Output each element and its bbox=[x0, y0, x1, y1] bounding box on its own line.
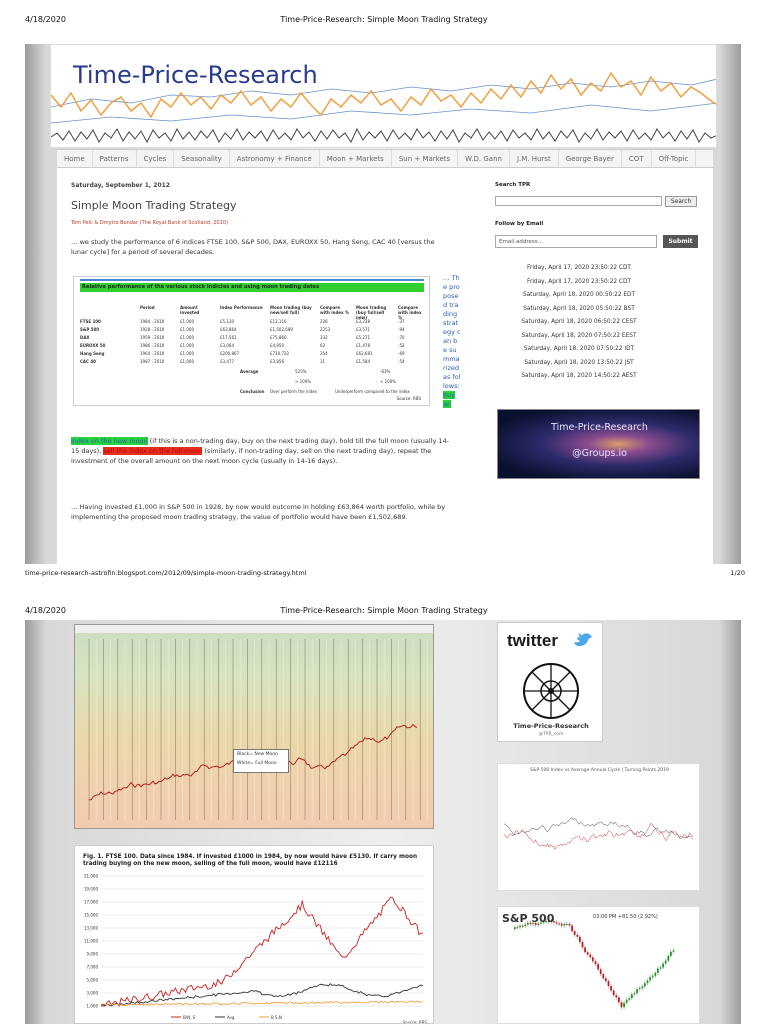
candle bbox=[584, 947, 586, 952]
candle bbox=[660, 967, 662, 968]
table-cell: £1,502,689 bbox=[270, 327, 293, 332]
chart-source: Source: RBS bbox=[402, 1020, 427, 1024]
table-cell: 11 bbox=[320, 359, 326, 364]
y-tick-label: 15,000 bbox=[84, 912, 98, 918]
moon-chart-legend bbox=[233, 749, 289, 773]
table-cell: 2253 bbox=[320, 327, 331, 332]
table-cell: £3,856 bbox=[270, 359, 284, 364]
follow-heading: Follow by Email bbox=[495, 221, 544, 227]
sp500-daily-chart[interactable] bbox=[497, 906, 700, 1024]
candle bbox=[673, 950, 675, 951]
search-heading: Search TPR bbox=[495, 182, 531, 188]
table-cell: 332 bbox=[320, 335, 328, 340]
candle bbox=[639, 988, 641, 989]
candle bbox=[654, 973, 656, 976]
table-cell: £12,116 bbox=[270, 319, 287, 324]
paragraph-text: (if this is a non-trading day, buy on the next trading day), hold till the full moon (usually 14-15 days), bbox=[71, 437, 450, 455]
table-cell: £1,478 bbox=[356, 343, 370, 348]
side-wrapped-text bbox=[443, 274, 461, 409]
sp-cycle-line bbox=[504, 823, 693, 849]
ftse-chart-svg bbox=[75, 846, 434, 1024]
groups-line-2: @Groups.io bbox=[572, 448, 627, 459]
side-text-green: buy an bbox=[443, 391, 456, 408]
candle bbox=[623, 1003, 625, 1007]
tab-gann[interactable]: W.D. Gann bbox=[458, 150, 510, 167]
table-source: Source: RBS bbox=[396, 396, 421, 401]
tab-cycles[interactable]: Cycles bbox=[137, 150, 175, 167]
search-input[interactable] bbox=[495, 196, 662, 206]
table-header: Compare with index % bbox=[398, 305, 422, 320]
candle bbox=[597, 964, 599, 969]
table-cell: 236 bbox=[320, 319, 328, 324]
nav-bar bbox=[57, 149, 713, 168]
highlight-sell: sell the index on the full moon bbox=[103, 447, 203, 455]
candle bbox=[615, 995, 617, 997]
highlight-buy: index on the new moon bbox=[71, 437, 148, 445]
moon-chart-svg bbox=[75, 625, 434, 829]
candle bbox=[602, 974, 604, 978]
legend-full-moon: White= Full Moon bbox=[237, 761, 277, 766]
candle bbox=[618, 997, 620, 1002]
candle bbox=[517, 927, 519, 928]
table-row bbox=[80, 359, 424, 367]
candle bbox=[652, 976, 654, 977]
legend-label: Avg bbox=[227, 1015, 235, 1020]
sidebar bbox=[495, 182, 701, 459]
search-button[interactable]: Search bbox=[665, 196, 697, 207]
clock-line: Saturday, April 18, 2020 00:50:22 EDT bbox=[522, 292, 636, 298]
table-row bbox=[80, 319, 424, 327]
candle bbox=[670, 952, 672, 956]
threshold-value: < 100% bbox=[380, 379, 397, 384]
threshold-row bbox=[80, 379, 424, 387]
series-red bbox=[101, 897, 423, 1006]
table-header: Index Performance bbox=[220, 305, 263, 310]
candle bbox=[571, 925, 573, 931]
table-cell: £1,000 bbox=[180, 319, 194, 324]
conclusion-label: Conclusion bbox=[240, 389, 265, 394]
table-cell: S&P 500 bbox=[80, 327, 100, 332]
search-row bbox=[495, 196, 701, 207]
candle bbox=[610, 986, 612, 990]
tab-cot[interactable]: COT bbox=[622, 150, 652, 167]
print-date: 4/18/2020 bbox=[25, 606, 67, 615]
post-intro: … we study the performance of 6 indices FTSE 100, S&P 500, DAX, EUROXX 50, Hang Seng, CAC 40 [versus the lunar cycle] for a period of several decades. bbox=[71, 238, 435, 256]
sp-index-line bbox=[504, 818, 693, 839]
candle bbox=[636, 989, 638, 993]
conclusion-row bbox=[80, 389, 424, 397]
tab-off-topic[interactable]: Off-Topic bbox=[652, 150, 697, 167]
candle bbox=[634, 993, 636, 994]
candle bbox=[605, 978, 607, 981]
blog-header bbox=[50, 44, 717, 148]
candle bbox=[579, 937, 581, 942]
table-cell: £3,477 bbox=[220, 359, 234, 364]
clock-line: Saturday, April 18, 2020 13:50:22 JST bbox=[524, 359, 634, 366]
candle bbox=[576, 935, 578, 937]
candle bbox=[662, 964, 664, 968]
table-cell: £1,000 bbox=[180, 351, 194, 356]
candle bbox=[649, 977, 651, 980]
y-tick-label: 9,000 bbox=[86, 951, 98, 957]
candle bbox=[556, 922, 558, 923]
result-paragraph: … Having invested £1,000 in S&P 500 in 1928, by now would outcome in holding £63,864 worth portfolio, while by implementing the proposed moon trading strategy, the value of portfolio would have been £1,502,689. bbox=[71, 503, 446, 521]
sp-cycle-title: S&P 500 Index vs Average Annual Cycle | Turning Points 2019 bbox=[530, 768, 669, 773]
table-cell: £1,000 bbox=[180, 359, 194, 364]
table-row bbox=[80, 327, 424, 335]
sp-cycle-svg bbox=[498, 764, 701, 892]
candle bbox=[519, 926, 521, 927]
table-cell: EUROXX 50 bbox=[80, 343, 106, 348]
tab-seasonality[interactable]: Seasonality bbox=[174, 150, 229, 167]
tab-moon-markets[interactable]: Moon + Markets bbox=[320, 150, 392, 167]
clock-line: Saturday, April 18, 2020 14:50:22 AEST bbox=[521, 373, 637, 379]
print-title: Time-Price-Research: Simple Moon Trading Strategy bbox=[280, 15, 488, 24]
table-cell: -52 bbox=[398, 343, 405, 348]
table-cell: -37 bbox=[398, 319, 405, 324]
world-clocks bbox=[495, 262, 663, 384]
twitter-name: Time-Price-Research bbox=[513, 722, 589, 730]
twitter-logo-text: twitter bbox=[507, 631, 558, 650]
table-cell: -69 bbox=[398, 351, 405, 356]
clock-line: Friday, April 17, 2020 23:50:22 CDT bbox=[527, 265, 631, 271]
post bbox=[71, 182, 451, 257]
table-cell: FTSE 100 bbox=[80, 319, 101, 324]
candle bbox=[644, 983, 646, 986]
table-cell: £3,571 bbox=[356, 327, 370, 332]
candle bbox=[566, 924, 568, 925]
candle bbox=[569, 924, 571, 926]
table-cell: 254 bbox=[320, 351, 328, 356]
twitter-bird-icon bbox=[498, 623, 604, 723]
y-tick-label: 1,000 bbox=[86, 1003, 98, 1009]
table-cell: £5,130 bbox=[220, 319, 234, 324]
paragraph-text: (similarly, if non-trading day, sell on the next trading day), repeat the investment of the overall amount on the next moon cycle (usually in 14-16 days). bbox=[71, 447, 432, 465]
y-tick-label: 13,000 bbox=[84, 925, 98, 931]
print-url: time-price-research-astrofin.blogspot.com/2012/09/simple-moon-trading-strategy.html bbox=[25, 569, 307, 577]
table-cell: £1,000 bbox=[180, 343, 194, 348]
tab-hurst[interactable]: J.M. Hurst bbox=[510, 150, 559, 167]
average-row bbox=[80, 369, 424, 377]
candle bbox=[589, 955, 591, 958]
y-tick-label: 5,000 bbox=[86, 977, 98, 983]
candle bbox=[626, 1000, 628, 1003]
blog-title[interactable]: Time-Price-Research bbox=[73, 61, 318, 89]
candle bbox=[613, 990, 615, 995]
clock-line: Saturday, April 18, 2020 07:50:22 IDT bbox=[523, 346, 635, 352]
print-date: 4/18/2020 bbox=[25, 15, 67, 24]
table-cell: £5,271 bbox=[356, 335, 370, 340]
chart-topbar bbox=[75, 625, 434, 633]
post-authors[interactable]: Tom Pelc & Dmytro Bondar (The Royal Bank of Scotland, 2010) bbox=[71, 220, 228, 226]
performance-table-image bbox=[73, 276, 430, 406]
groups-io-banner[interactable] bbox=[497, 409, 700, 479]
table-header: Moon trading (buy new/sell full) bbox=[270, 305, 312, 315]
tab-home[interactable]: Home bbox=[57, 150, 93, 167]
table-header: Compare with index % bbox=[320, 305, 349, 315]
table-cell: £200,867 bbox=[220, 351, 240, 356]
conclusion-text: Underperform compared to the index bbox=[335, 389, 410, 394]
print-footer bbox=[25, 569, 745, 577]
table-stripe bbox=[80, 279, 424, 281]
candle bbox=[595, 961, 597, 964]
table-cell: Hang Seng bbox=[80, 351, 105, 356]
table-header: Moon trading (buy full/sell new) bbox=[356, 305, 387, 320]
candle bbox=[667, 956, 669, 961]
table-cell: £75,860 bbox=[270, 335, 287, 340]
sp500-title: S&P 500 bbox=[502, 912, 555, 925]
post-title[interactable]: Simple Moon Trading Strategy bbox=[71, 199, 237, 212]
average-value: -63% bbox=[380, 369, 391, 374]
table-cell: £1,584 bbox=[356, 359, 370, 364]
candle bbox=[514, 927, 516, 929]
candle bbox=[647, 981, 649, 984]
candle bbox=[561, 924, 563, 926]
candle bbox=[563, 924, 565, 926]
legend-label: B S,N bbox=[271, 1015, 282, 1020]
table-row bbox=[80, 335, 424, 343]
table-row bbox=[80, 351, 424, 359]
table-cell: 1959 - 2010 bbox=[140, 335, 165, 340]
candle bbox=[641, 986, 643, 988]
clock-line: Saturday, April 18, 2020 06:50:22 CEST bbox=[521, 319, 637, 325]
ftse-chart-caption: Fig. 1. FTSE 100. Data since 1984. If invested £1000 in 1984, by now would have £5130. If carry moon trading buying on the new moon, selling of the full moon, would have £12116 bbox=[83, 854, 418, 867]
clock-line: Friday, April 17, 2020 23:50:22 CDT bbox=[527, 278, 631, 285]
y-tick-label: 3,000 bbox=[86, 990, 98, 996]
table-cell: £62,681 bbox=[356, 351, 373, 356]
candle bbox=[621, 1002, 623, 1007]
y-tick-label: 7,000 bbox=[86, 964, 98, 970]
print-header bbox=[0, 15, 768, 31]
table-cell: £3,064 bbox=[220, 343, 234, 348]
candle bbox=[657, 969, 659, 973]
table-cell: 1928 - 2010 bbox=[140, 327, 165, 332]
average-label: Average bbox=[240, 369, 259, 374]
average-value: 525% bbox=[295, 369, 307, 374]
table-cell: £63,864 bbox=[220, 327, 237, 332]
candle bbox=[631, 994, 633, 998]
table-header-row bbox=[80, 305, 424, 320]
strategy-paragraph bbox=[71, 436, 451, 466]
y-tick-label: 11,000 bbox=[84, 938, 98, 944]
table-row bbox=[80, 343, 424, 351]
tab-patterns[interactable]: Patterns bbox=[93, 150, 137, 167]
table-cell: 62 bbox=[320, 343, 326, 348]
moon-phase-price-chart bbox=[74, 624, 434, 829]
tab-george-bayer[interactable]: George Bayer bbox=[559, 150, 622, 167]
sp500-annual-cycle-chart[interactable] bbox=[497, 763, 700, 891]
threshold-value: > 100% bbox=[295, 379, 312, 384]
table-cell: -70 bbox=[398, 335, 405, 340]
email-row bbox=[495, 235, 701, 248]
y-tick-label: 21,000 bbox=[84, 873, 98, 879]
series-black bbox=[101, 984, 423, 1006]
y-tick-label: 17,000 bbox=[84, 899, 98, 905]
candle bbox=[587, 952, 589, 954]
twitter-handle[interactable]: @TPR_com bbox=[538, 732, 564, 737]
candle bbox=[574, 931, 576, 935]
tab-sun-markets[interactable]: Sun + Markets bbox=[392, 150, 458, 167]
y-tick-label: 19,000 bbox=[84, 886, 98, 892]
table-cell: 1986 - 2010 bbox=[140, 343, 165, 348]
candle bbox=[628, 998, 630, 1000]
table-cell: £4,950 bbox=[270, 343, 284, 348]
table-header: Period bbox=[140, 305, 155, 310]
table-cell: £17,561 bbox=[220, 335, 237, 340]
tab-astronomy-finance[interactable]: Astronomy + Finance bbox=[230, 150, 320, 167]
table-cell: 1964 - 2010 bbox=[140, 351, 165, 356]
sp500-quote: 03:00 PM +81.50 (2.92%) bbox=[593, 914, 658, 920]
candle bbox=[608, 981, 610, 986]
twitter-widget[interactable] bbox=[497, 622, 603, 742]
groups-line-1: Time-Price-Research bbox=[551, 422, 648, 433]
candle bbox=[522, 926, 524, 927]
clock-line: Saturday, April 18, 2020 07:50:22 EEST bbox=[521, 332, 637, 339]
table-title: Relative performance of the various stock indicies and using moon trading dates bbox=[80, 283, 424, 292]
ftse-strategy-chart bbox=[74, 845, 434, 1024]
table-cell: 1987 - 2010 bbox=[140, 359, 165, 364]
table-cell: £3,238 bbox=[356, 319, 370, 324]
email-input[interactable]: Email address... bbox=[495, 235, 657, 248]
content-area bbox=[57, 168, 713, 565]
legend-label: B/N, S bbox=[183, 1015, 196, 1020]
candle bbox=[592, 957, 594, 961]
candle bbox=[600, 969, 602, 974]
table-cell: -94 bbox=[398, 327, 405, 332]
table-header: Amount invested bbox=[180, 305, 200, 315]
table-cell: CAC 40 bbox=[80, 359, 96, 364]
table-cell: DAX bbox=[80, 335, 90, 340]
side-text-blue: … The proposed trading strategy can be summarized as follows: bbox=[443, 274, 461, 390]
clock-line: Saturday, April 18, 2020 05:50:22 BST bbox=[523, 305, 635, 312]
print-title: Time-Price-Research: Simple Moon Trading Strategy bbox=[280, 606, 488, 615]
table-cell: £710,722 bbox=[270, 351, 290, 356]
submit-button[interactable]: Submit bbox=[663, 235, 698, 248]
table-cell: 1984 - 2010 bbox=[140, 319, 165, 324]
print-page-number: 1/20 bbox=[730, 569, 745, 577]
table-cell: £1,000 bbox=[180, 327, 194, 332]
legend-new-moon: Black= New Moon bbox=[237, 752, 278, 757]
table-cell: £1,000 bbox=[180, 335, 194, 340]
candle bbox=[665, 961, 667, 964]
candle bbox=[582, 942, 584, 947]
table-cell: -54 bbox=[398, 359, 405, 364]
candle bbox=[558, 923, 560, 924]
conclusion-text: Over perform the index bbox=[270, 389, 317, 394]
post-date: Saturday, September 1, 2012 bbox=[71, 182, 170, 189]
